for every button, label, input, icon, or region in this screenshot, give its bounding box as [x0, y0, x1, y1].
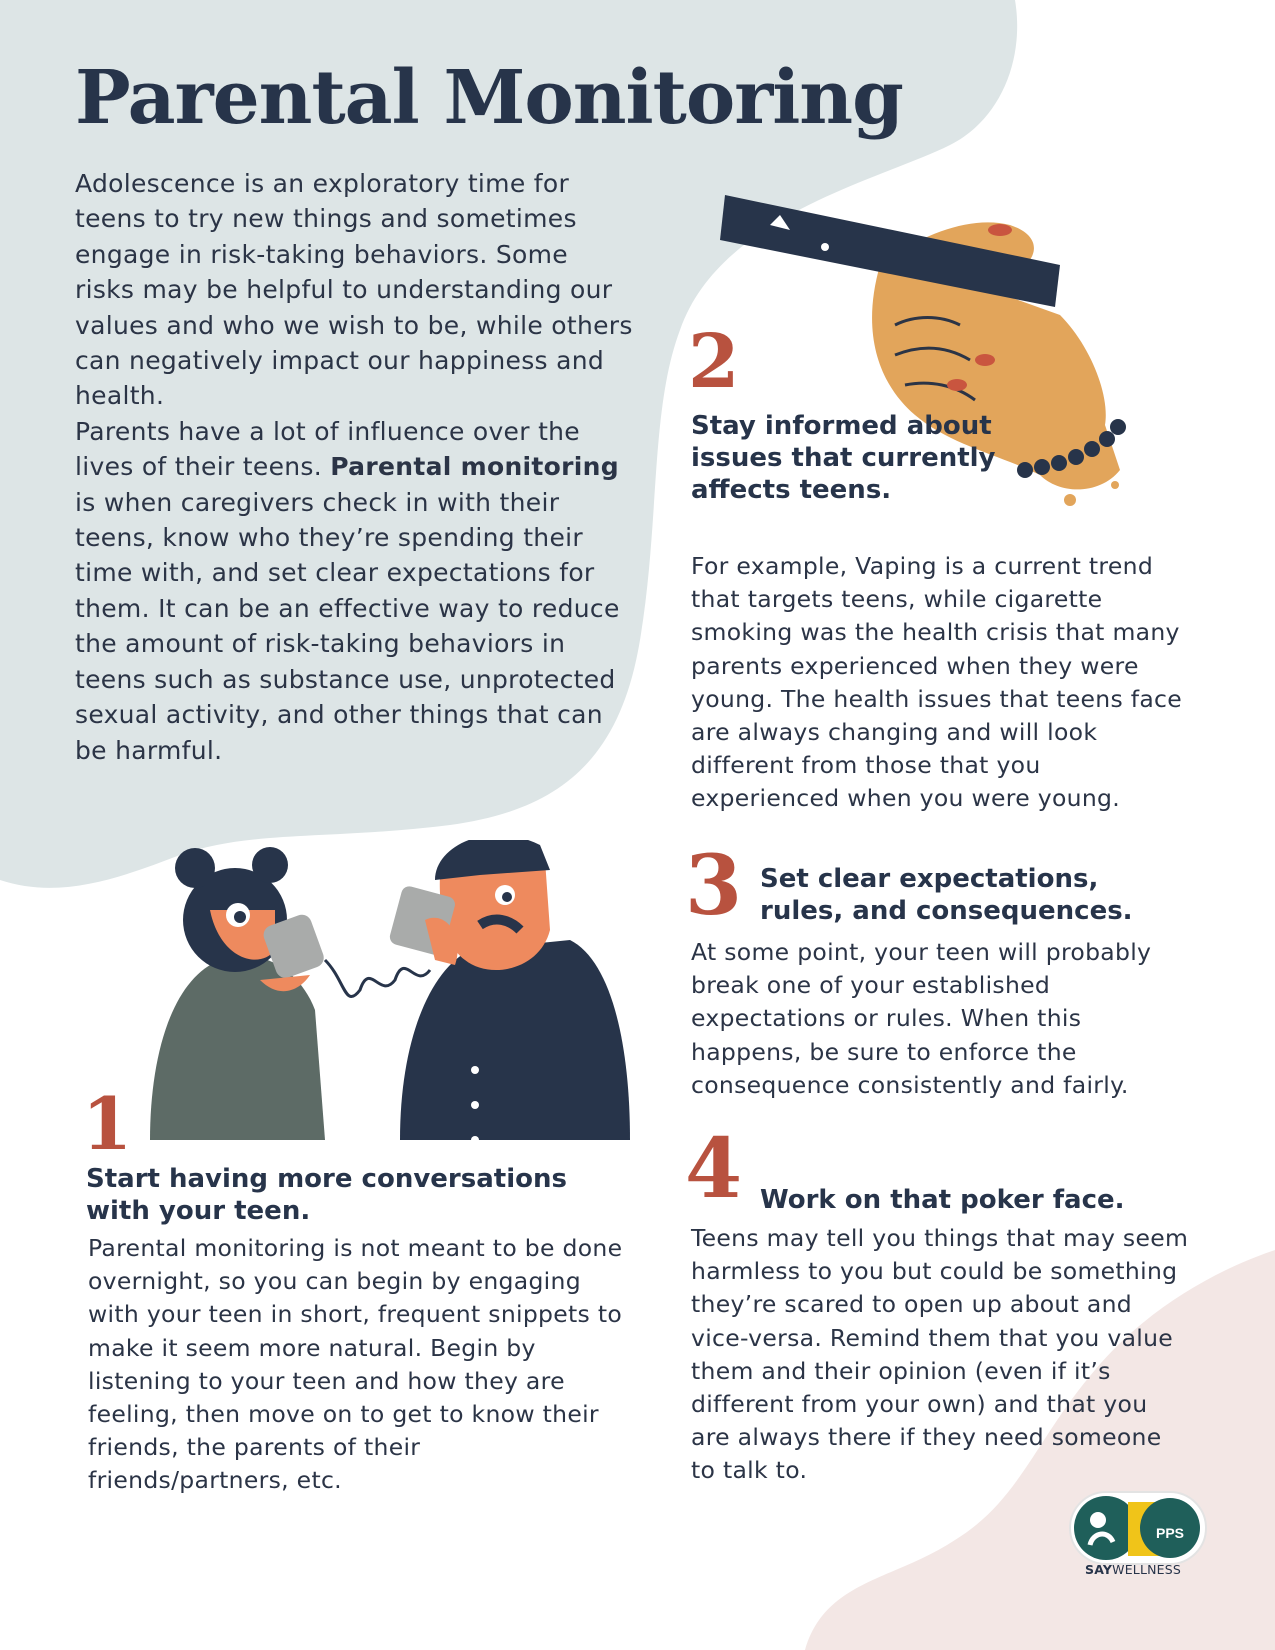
intro-text — [75, 166, 635, 768]
teen-figure — [150, 847, 327, 1140]
logo-badge-text: PPS — [1155, 1525, 1185, 1541]
tip-4-body: Teens may tell you things that may seem harmless to you but could be something they’re scared to open up about and vice-versa. Remind them that you value them and their opinion (even if it’s different from your own) and that you are always there if they need someone to talk to. — [691, 1224, 1189, 1485]
dad-figure — [388, 840, 630, 1144]
logo-wellness: WELLNESS — [1112, 1562, 1182, 1577]
tip-2-heading: Stay informed about issues that currently affects teens. — [691, 411, 996, 505]
intro-p2-end: is when caregivers check in with their teens, know who they’re spending their time with, and set clear expectations for them. It can be an effective way to reduce the amount of risk-taking behaviors in teens such as substance use, unprotected sexual activity, and other things that can be harmful. — [75, 487, 620, 765]
logo-say: SAY — [1085, 1562, 1113, 1577]
intro-p2-start: Parents have a lot of influence over the lives of their teens. — [75, 416, 580, 482]
logo-wordmark — [1085, 1562, 1181, 1577]
tip-1-number: 1 — [82, 1081, 133, 1166]
tin-can-phone-illustration — [150, 840, 650, 1200]
tip-2-number: 2 — [688, 319, 740, 405]
intro-paragraph-1: Adolescence is an exploratory time for teens to try new things and sometimes engage in risk-taking behaviors. Some risks may be helpful to understanding our values and who we wish to be, while others can negatively impact our happiness and health. — [75, 169, 633, 411]
intro-p2-bold: Parental monitoring — [330, 452, 619, 482]
tip-3-number: 3 — [685, 838, 743, 934]
tip-1-heading: Start having more conversations with your teen. — [86, 1164, 567, 1226]
intro-paragraph-2 — [75, 414, 635, 768]
tip-2-body: For example, Vaping is a current trend that targets teens, while cigarette smoking was the health crisis that many parents experienced when they were young. The health issues that teens face are always changing and will look different from those that you experienced when you were young. — [691, 552, 1183, 813]
tip-4-heading: Work on that poker face. — [760, 1185, 1125, 1215]
tip-1-body: Parental monitoring is not meant to be done overnight, so you can begin by engaging with your teen in short, frequent snippets to make it seem more natural. Begin by listening to your teen and how they are feeling, then move on to get to know their friends, the parents of their friends/partners, etc. — [88, 1234, 623, 1495]
tip-3-body: At some point, your teen will probably break one of your established expectations or rules. When this happens, be sure to enforce the consequence consistently and fairly. — [691, 938, 1152, 1099]
tip-3-heading: Set clear expectations, rules, and consequences. — [760, 864, 1133, 926]
string — [325, 960, 430, 997]
page-title: Parental Monitoring — [75, 55, 903, 141]
tip-4-number: 4 — [685, 1121, 743, 1217]
